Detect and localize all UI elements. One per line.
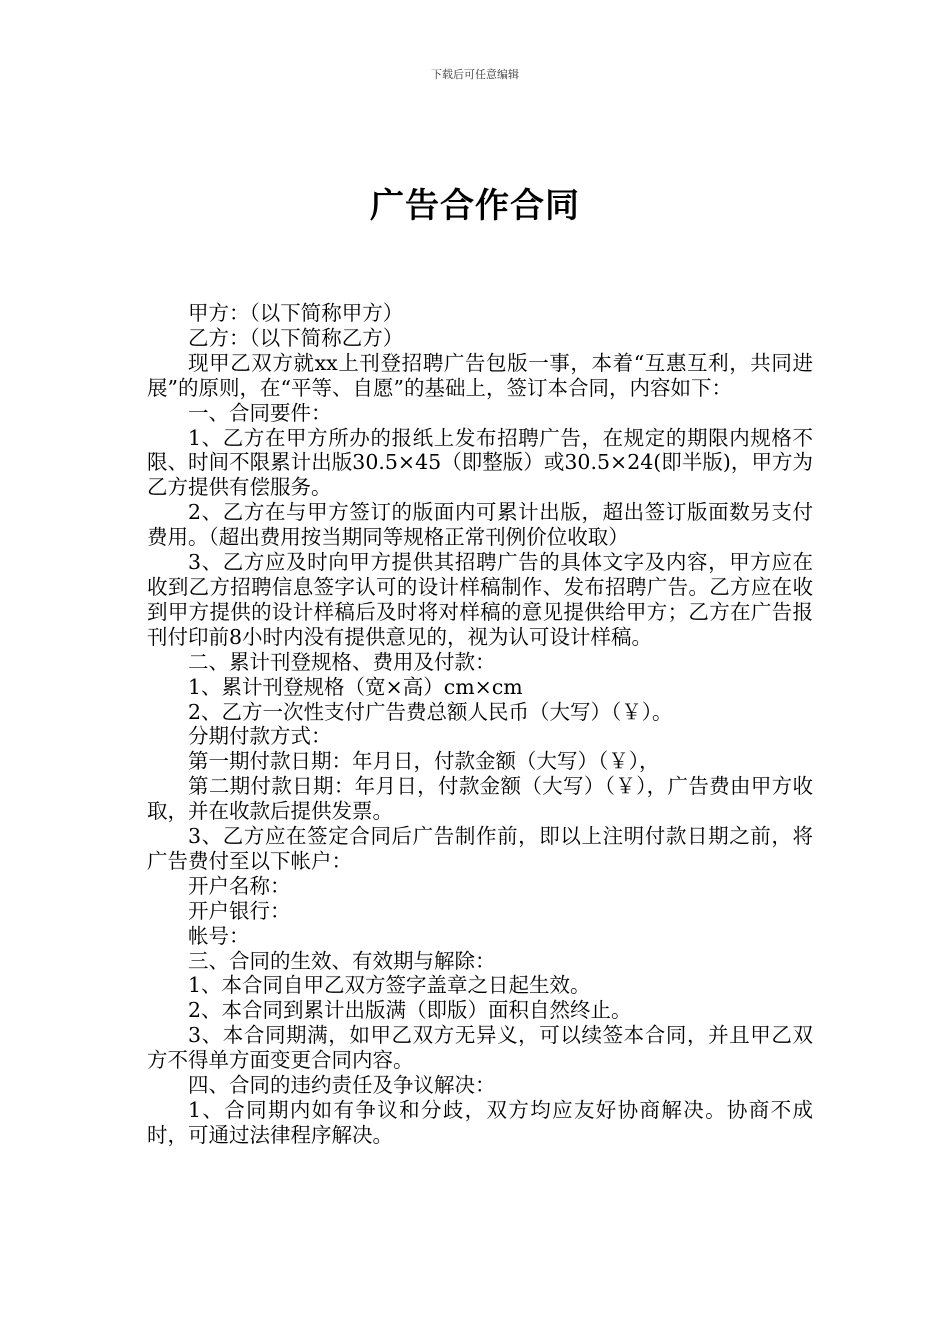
installment-2: 第二期付款日期：年月日，付款金额（大写）（￥），广告费由甲方收取，并在收款后提供发票。 bbox=[147, 774, 813, 824]
clause-2-3: 3、乙方应在签定合同后广告制作前，即以上注明付款日期之前，将广告费付至以下帐户： bbox=[147, 824, 813, 873]
section-heading-4: 四、合同的违约责任及争议解决： bbox=[188, 1073, 496, 1098]
section-heading-2: 二、累计刊登规格、费用及付款： bbox=[188, 649, 496, 674]
clause-1-3: 3、乙方应及时向甲方提供其招聘广告的具体文字及内容，甲方应在收到乙方招聘信息签字认可的设计样稿制作、发布招聘广告。乙方应在收到甲方提供的设计样稿后及时将对样稿的意见提供给甲方；乙方在广告报刊付印前8小时内没有提供意见的，视为认可设计样稿。 bbox=[147, 550, 813, 649]
header-note: 下载后可任意编辑 bbox=[431, 68, 519, 81]
clause-2-2: 2、乙方一次性支付广告费总额人民币（大写）（￥）。 bbox=[188, 699, 673, 724]
section-heading-1: 一、合同要件： bbox=[188, 400, 332, 425]
clause-3-1: 1、本合同自甲乙双方签字盖章之日起生效。 bbox=[188, 973, 591, 998]
account-bank-line: 开户银行： bbox=[188, 898, 291, 923]
party-b-line: 乙方：（以下简称乙方） bbox=[188, 325, 404, 350]
clause-3-3: 3、本合同期满，如甲乙双方无异义，可以续签本合同，并且甲乙双方不得单方面变更合同内容。 bbox=[147, 1023, 813, 1073]
section-heading-3: 三、合同的生效、有效期与解除： bbox=[188, 948, 496, 973]
installment-1: 第一期付款日期：年月日，付款金额（大写）（￥）， bbox=[188, 749, 660, 774]
clause-1-2: 2、乙方在与甲方签订的版面内可累计出版，超出签订版面数另支付费用。（超出费用按当期同等规格正常刊例价位收取） bbox=[147, 500, 813, 550]
document-title: 广告合作合同 bbox=[370, 186, 580, 226]
installment-heading: 分期付款方式： bbox=[188, 724, 332, 749]
preamble-paragraph: 现甲乙双方就xx上刊登招聘广告包版一事，本着“互惠互利，共同进展”的原则，在“平等、自愿”的基础上，签订本合同，内容如下： bbox=[147, 350, 813, 400]
party-a-line: 甲方：（以下简称甲方） bbox=[188, 301, 404, 325]
clause-3-2: 2、本合同到累计出版满（即版）面积自然终止。 bbox=[188, 998, 632, 1023]
document-body bbox=[147, 301, 813, 1148]
account-name-line: 开户名称： bbox=[188, 873, 291, 898]
clause-2-1: 1、累计刊登规格（宽×高）cm×cm bbox=[188, 674, 523, 699]
clause-4-1: 1、合同期内如有争议和分歧，双方均应友好协商解决。协商不成时，可通过法律程序解决。 bbox=[147, 1098, 813, 1147]
clause-1-1: 1、乙方在甲方所办的报纸上发布招聘广告，在规定的期限内规格不限、时间不限累计出版30.5×45（即整版）或30.5×24(即半版)，甲方为乙方提供有偿服务。 bbox=[147, 425, 813, 500]
account-number-line: 帐号： bbox=[188, 923, 250, 948]
